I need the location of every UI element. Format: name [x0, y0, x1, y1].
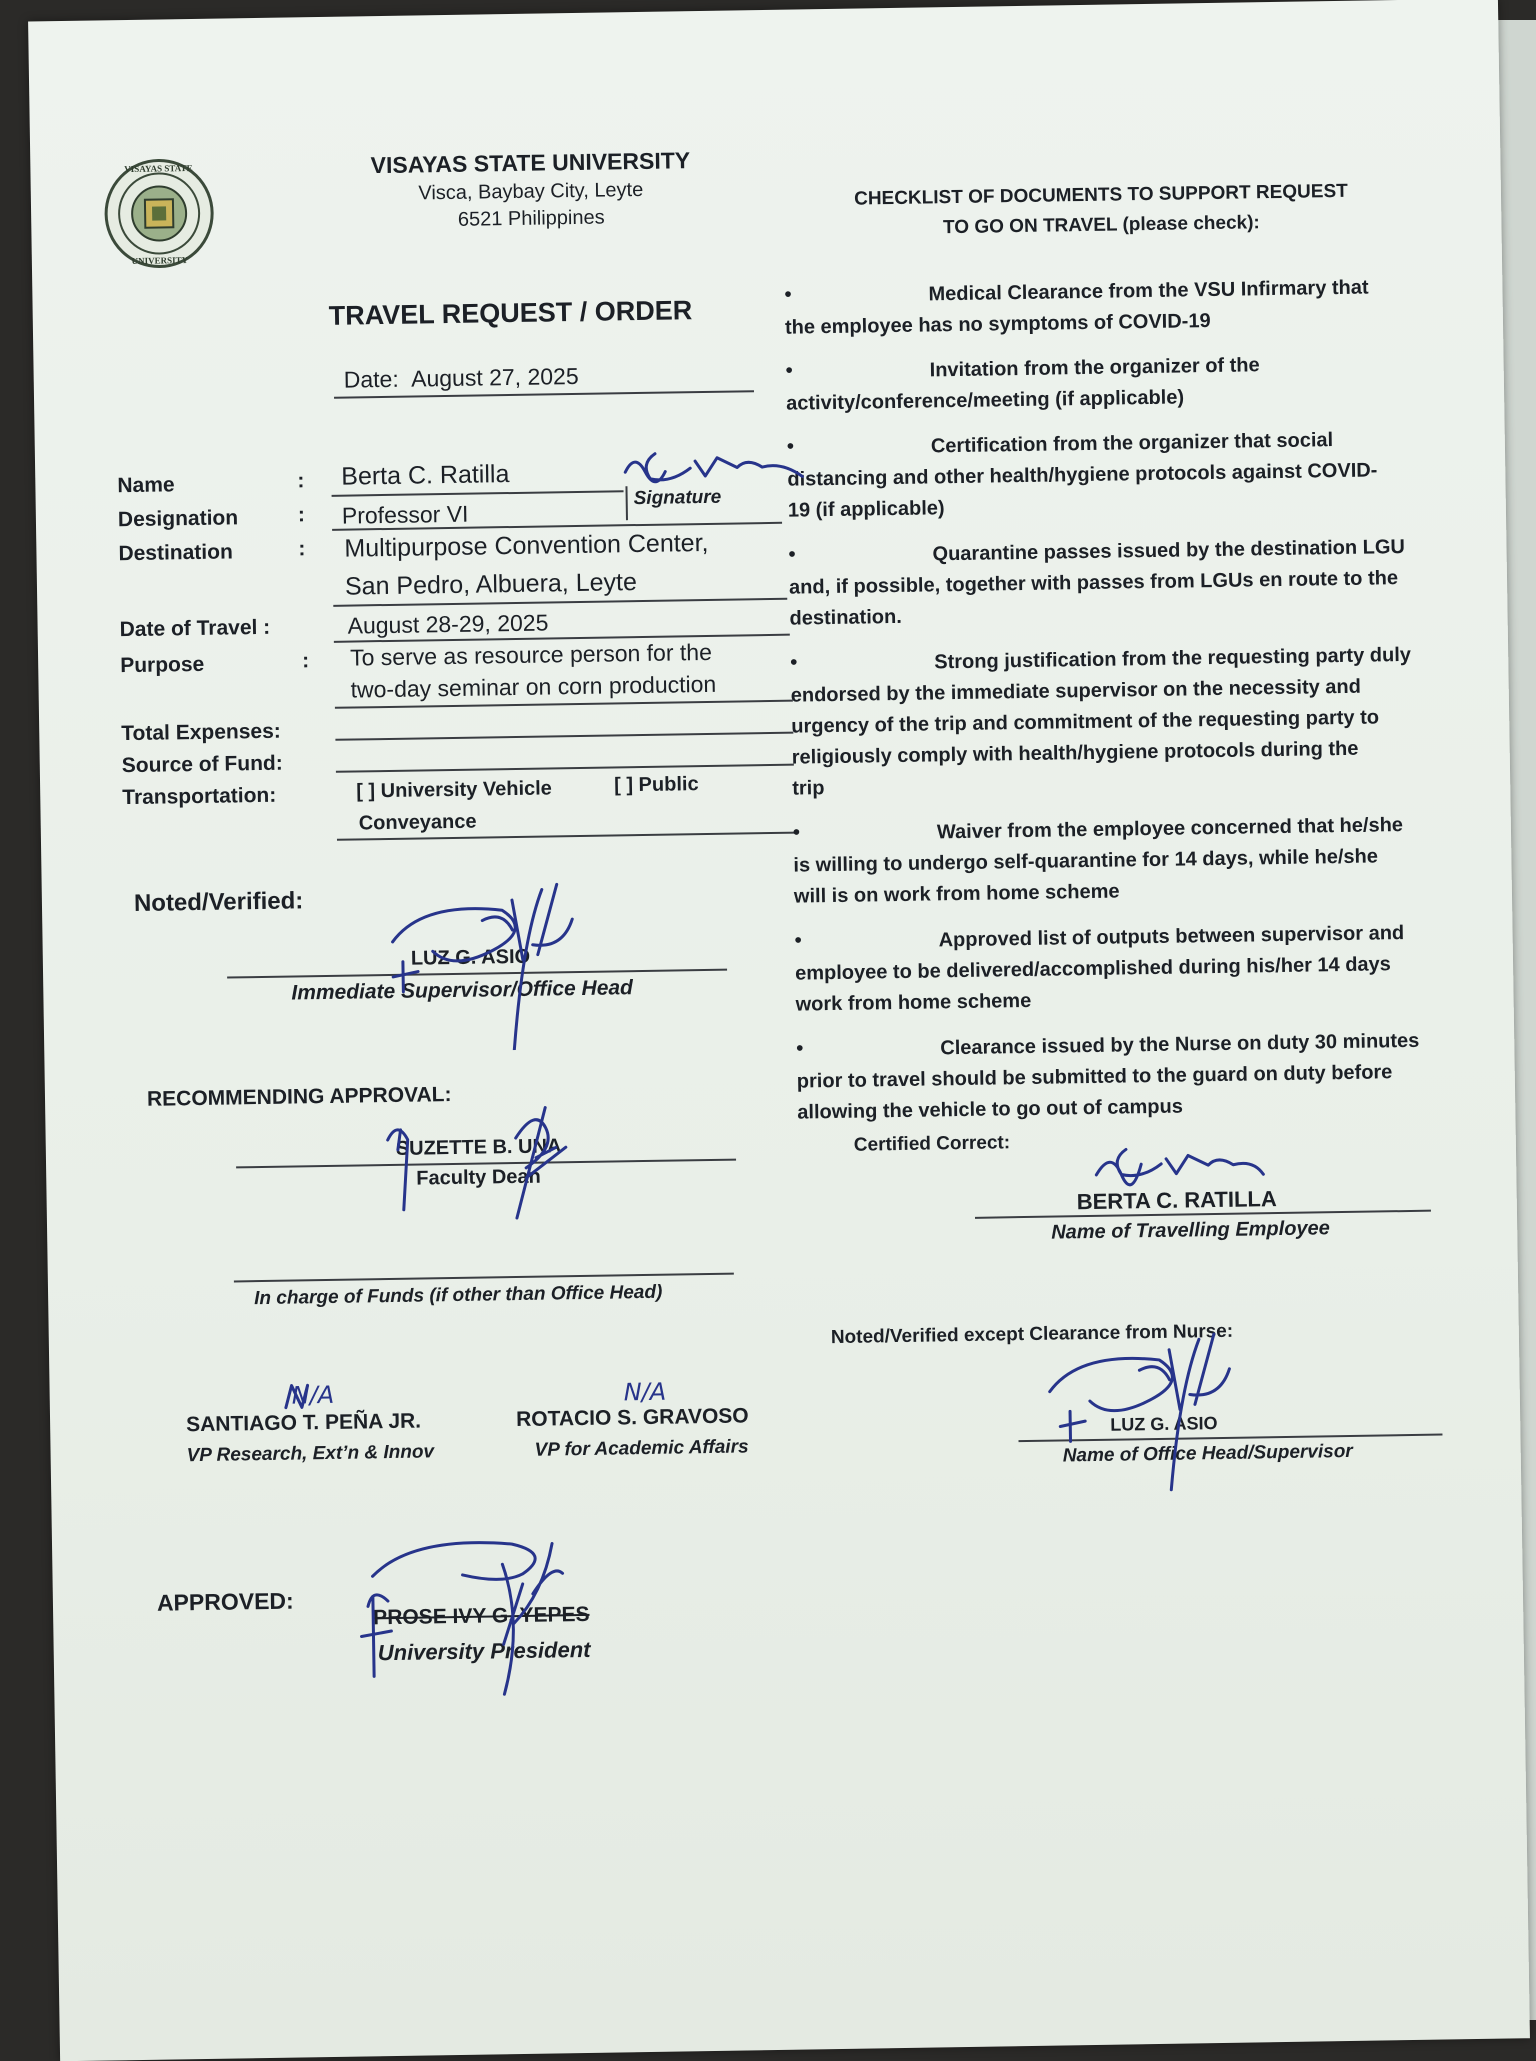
- checklist-item-8-line3: allowing the vehicle to go out of campus: [797, 1095, 1184, 1124]
- destination-line1: Multipurpose Convention Center,: [344, 528, 709, 563]
- purpose-label: Purpose: [120, 652, 205, 678]
- approved-label: APPROVED:: [156, 1587, 294, 1616]
- seal-text-bottom: UNIVERSITY: [131, 255, 189, 266]
- checklist-item-6-line2: is willing to undergo self-quarantine for 14 days, while he/she: [793, 845, 1379, 877]
- checklist-item-1-line2: the employee has no symptoms of COVID-19: [784, 310, 1211, 339]
- name-underline: [332, 490, 624, 497]
- checklist-item-5-line2: endorsed by the immediate supervisor on the necessity and: [790, 675, 1362, 707]
- purpose-line2: two-day seminar on corn production: [350, 670, 717, 703]
- vp-research-na-mark: N/A: [291, 1380, 335, 1410]
- checklist-item-7-line3: work from home scheme: [795, 989, 1032, 1016]
- purpose-line1: To serve as resource person for the: [349, 638, 713, 671]
- travel-request-document: [28, 0, 1530, 2061]
- checklist-item-4-line2: and, if possible, together with passes from LGUs en route to the: [788, 567, 1399, 599]
- transport-university-vehicle-option: [ ] University Vehicle: [356, 777, 553, 803]
- signature-divider: [625, 486, 628, 520]
- checklist-item-5-line4: religiously comply with health/hygiene protocols during the: [791, 737, 1359, 769]
- date-value: August 27, 2025: [410, 362, 579, 392]
- checklist-item-1-line1: Medical Clearance from the VSU Infirmary that: [928, 276, 1369, 306]
- checklist-item-2-line2: activity/conference/meeting (if applicable): [786, 386, 1185, 415]
- checklist-item-6-line1: Waiver from the employee concerned that he/she: [936, 814, 1404, 844]
- noted-verified-label: Noted/Verified:: [133, 887, 304, 917]
- university-name: VISAYAS STATE UNIVERSITY: [370, 147, 691, 179]
- total-expenses-underline: [335, 732, 793, 741]
- office-head-line: [1018, 1434, 1442, 1443]
- total-expenses-label: Total Expenses:: [121, 719, 281, 746]
- date-label: Date:: [343, 365, 399, 393]
- checklist-item-3-line3: 19 (if applicable): [787, 497, 945, 522]
- employee-title: Name of Travelling Employee: [1051, 1217, 1331, 1244]
- destination-colon: :: [298, 537, 306, 561]
- noted-except-label: Noted/Verified except Clearance from Nurse:: [830, 1320, 1234, 1349]
- checklist-heading-line2: TO GO ON TRAVEL (please check):: [942, 212, 1260, 239]
- supervisor-line: [227, 969, 727, 979]
- destination-line2: San Pedro, Albuera, Leyte: [344, 568, 638, 601]
- checklist-bullet: •: [785, 359, 793, 382]
- vp-academic-na-mark: N/A: [623, 1377, 667, 1407]
- checklist-bullet: •: [788, 543, 796, 566]
- name-label: Name: [117, 473, 175, 498]
- dean-name: SUZETTE B. UNA: [395, 1135, 562, 1160]
- checklist-bullet: •: [784, 283, 792, 306]
- source-of-fund-label: Source of Fund:: [121, 751, 283, 778]
- certified-correct-label: Certified Correct:: [853, 1132, 1011, 1156]
- president-title: University President: [377, 1636, 591, 1666]
- checklist-item-2-line1: Invitation from the organizer of the: [929, 354, 1260, 382]
- source-of-fund-underline: [336, 764, 794, 773]
- checklist-item-4-line1: Quarantine passes issued by the destination LGU: [932, 535, 1406, 566]
- university-seal-icon: [102, 157, 216, 271]
- university-address-line1: Visca, Baybay City, Leyte: [418, 178, 644, 205]
- checklist-bullet: •: [790, 651, 798, 674]
- checklist-item-4-line3: destination.: [789, 605, 902, 630]
- checklist-item-8-line2: prior to travel should be submitted to the guard on duty before: [796, 1061, 1393, 1093]
- form-title: TRAVEL REQUEST / ORDER: [328, 295, 693, 331]
- university-address-line2: 6521 Philippines: [457, 206, 605, 231]
- vp-research-name: SANTIAGO T. PEÑA JR.: [185, 1409, 422, 1437]
- signature-label: Signature: [633, 486, 722, 510]
- date-of-travel-value: August 28-29, 2025: [347, 609, 549, 639]
- designation-value: Professor VI: [341, 500, 469, 529]
- checklist-item-7-line2: employee to be delivered/accomplished during his/her 14 days: [794, 953, 1392, 985]
- checklist-item-3-line1: Certification from the organizer that social: [930, 429, 1334, 458]
- transportation-label: Transportation:: [122, 783, 277, 810]
- office-head-title: Name of Office Head/Supervisor: [1062, 1440, 1353, 1467]
- name-colon: :: [297, 469, 305, 493]
- vp-research-title: VP Research, Ext’n & Innov: [186, 1441, 435, 1467]
- vp-academic-title: VP for Academic Affairs: [534, 1436, 749, 1461]
- designation-colon: :: [297, 503, 306, 527]
- designation-label: Designation: [117, 506, 239, 532]
- checklist-item-5-line3: urgency of the trip and commitment of the requesting party to: [791, 706, 1380, 738]
- transport-public-option-cont: Conveyance: [358, 810, 477, 835]
- destination-label: Destination: [118, 540, 233, 566]
- dean-title: Faculty Dean: [416, 1165, 541, 1190]
- president-name: PROSE IVY G. YEPES: [373, 1602, 590, 1630]
- checklist: [784, 271, 1464, 1124]
- checklist-item-5-line1: Strong justification from the requesting party duly: [934, 643, 1412, 674]
- checklist-item-5-line5: trip: [792, 777, 825, 800]
- checklist-item-8-line1: Clearance issued by the Nurse on duty 30 minutes: [940, 1029, 1420, 1060]
- checklist-bullet: •: [796, 1037, 804, 1060]
- checklist-bullet: •: [794, 929, 802, 952]
- checklist-heading-line1: CHECKLIST OF DOCUMENTS TO SUPPORT REQUEST: [853, 180, 1348, 210]
- recommending-approval-label: RECOMMENDING APPROVAL:: [146, 1083, 452, 1111]
- funds-title: In charge of Funds (if other than Office Head): [254, 1281, 663, 1310]
- checklist-item-6-line3: will is on work from home scheme: [793, 880, 1120, 908]
- checklist-item-3-line2: distancing and other health/hygiene protocols against COVID-: [787, 459, 1378, 491]
- date-of-travel-label: Date of Travel :: [119, 615, 271, 642]
- checklist-bullet: •: [792, 821, 801, 844]
- supervisor-name: LUZ G. ASIO: [410, 945, 531, 970]
- purpose-colon: :: [301, 649, 310, 673]
- office-head-name: LUZ G. ASIO: [1110, 1413, 1218, 1435]
- checklist-item-7-line1: Approved list of outputs between supervisor and: [938, 922, 1405, 952]
- vp-academic-name: ROTACIO S. GRAVOSO: [515, 1404, 749, 1432]
- employee-name: BERTA C. RATILLA: [1076, 1186, 1277, 1215]
- checklist-bullet: •: [786, 435, 795, 458]
- name-value: Berta C. Ratilla: [341, 460, 510, 491]
- transport-public-option: [ ] Public: [613, 773, 699, 797]
- seal-text-top: VISAYAS STATE: [124, 162, 193, 175]
- supervisor-title: Immediate Supervisor/Office Head: [291, 976, 634, 1005]
